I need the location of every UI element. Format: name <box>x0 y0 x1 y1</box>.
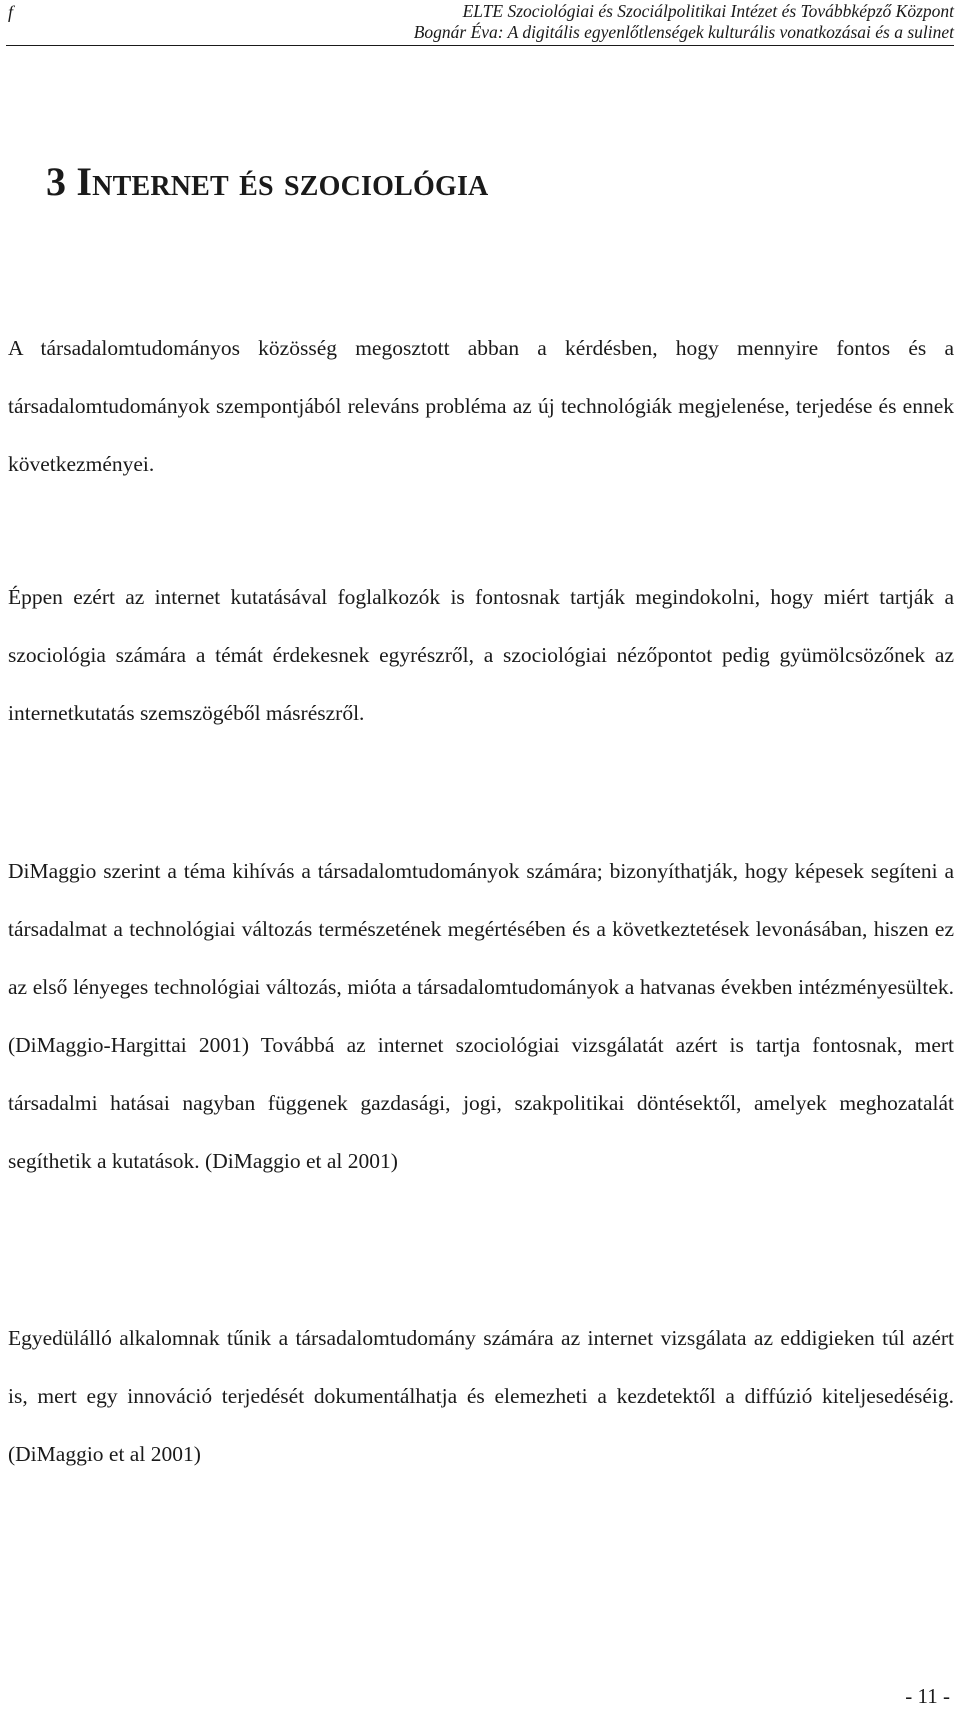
chapter-title: 3 Internet és szociológia <box>46 159 489 204</box>
page-header <box>0 0 960 46</box>
paragraph-4: Egyedülálló alkalomnak tűnik a társadalomtudomány számára az internet vizsgálata az eddigieken túl azért is, mert egy innováció terjedését dokumentálhatja és elemezheti a kezdetektől a diffúzió kiteljesedéséig. (DiMaggio et al 2001) <box>8 1326 954 1466</box>
header-divider <box>6 45 954 46</box>
paragraph-3: DiMaggio szerint a téma kihívás a társadalomtudományok számára; bizonyíthatják, hogy képesek segíteni a társadalmat a technológiai változás természetének megértésében és a következtetések levonásában, hiszen ez az első lényeges technológiai változás, mióta a társadalomtudományok a hatvanas években intézményesültek. (DiMaggio-Hargittai 2001) Továbbá az internet szociológiai vizsgálatát azért is tartja fontosnak, mert társadalmi hatásai nagyban függenek gazdasági, jogi, szakpolitikai döntésektől, amelyek meghozatalát segíthetik a kutatások. (DiMaggio et al 2001) <box>8 859 954 1173</box>
header-institution: ELTE Szociológiai és Szociálpolitikai Intézet és Továbbképző Központ <box>462 1 954 21</box>
header-author-title: Bognár Éva: A digitális egyenlőtlenségek kulturális vonatkozásai és a sulinet <box>413 22 954 42</box>
page-number: - 11 - <box>905 1684 950 1708</box>
header-logo-mark: f <box>8 2 14 22</box>
header-text <box>414 1 954 43</box>
paragraph-1: A társadalomtudományos közösség megosztott abban a kérdésben, hogy mennyire fontos és a társadalomtudományok szempontjából releváns probléma az új technológiák megjelenése, terjedése és ennek következményei. <box>8 336 954 476</box>
paragraph-2: Éppen ezért az internet kutatásával foglalkozók is fontosnak tartják megindokolni, hogy miért tartják a szociológia számára a témát érdekesnek egyrészről, a szociológiai nézőpontot pedig gyümölcsözőnek az internetkutatás szemszögéből másrészről. <box>8 585 954 725</box>
